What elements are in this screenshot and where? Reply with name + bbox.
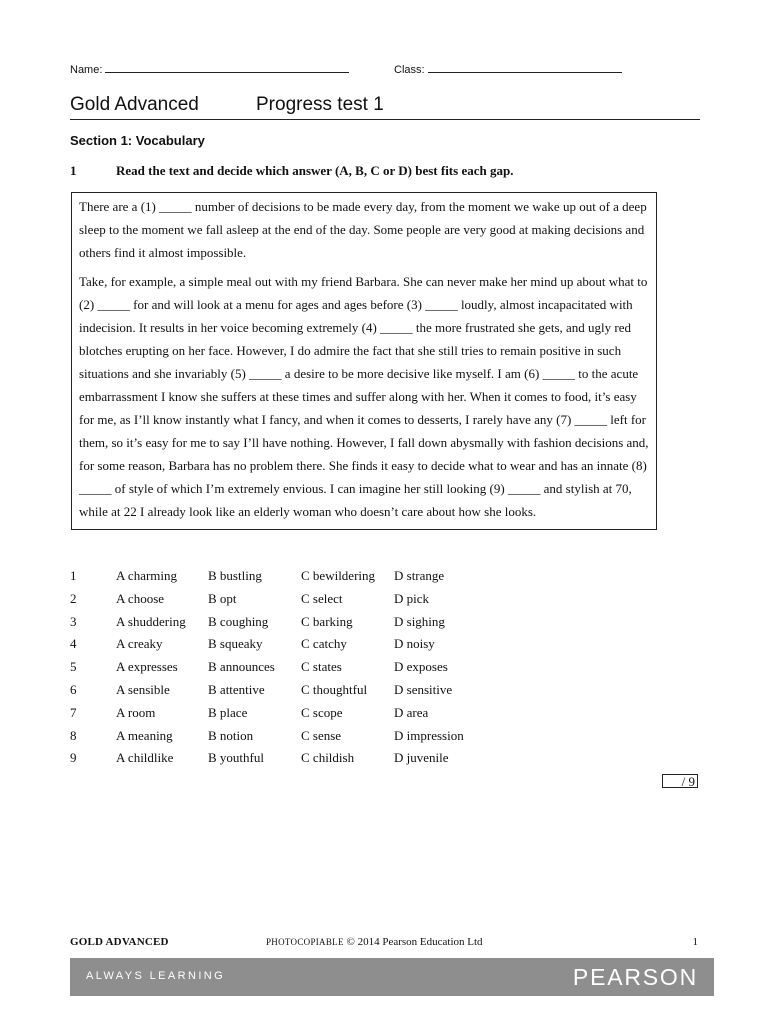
option-a: A room [116,704,156,720]
option-b: B notion [208,727,254,743]
option-d: D juvenile [394,750,449,766]
section-heading: Section 1: Vocabulary [70,133,205,148]
name-label: Name: [70,64,103,76]
option-number: 6 [70,681,77,697]
option-number: 2 [70,590,77,606]
option-c: C sense [301,727,342,743]
option-c: C thoughtful [301,681,368,697]
student-info-fields [70,63,700,77]
option-a: A expresses [116,659,178,675]
option-a: A sensible [116,681,170,697]
option-d: D noisy [394,636,435,652]
page-footer [70,936,700,952]
score-box: / 9 [662,774,698,788]
banner-tagline: ALWAYS LEARNING [86,970,226,982]
option-c: C catchy [301,636,347,652]
option-c: C childish [301,750,355,766]
option-c: C bewildering [301,568,376,583]
option-b: B opt [208,590,237,606]
class-line [428,63,622,73]
option-d: D sensitive [394,681,453,697]
option-b: B squeaky [208,636,263,652]
option-number: 9 [70,750,77,766]
option-c: C scope [301,704,343,720]
option-c: C barking [301,613,353,629]
option-number: 5 [70,659,77,675]
option-b: B announces [208,659,275,675]
option-number: 4 [70,636,77,652]
publisher-banner [70,958,714,996]
option-a: A shuddering [116,613,186,629]
footer-course-name: GOLD ADVANCED [70,936,169,948]
page-number: 1 [692,936,698,948]
option-a: A meaning [116,727,173,743]
test-title: Progress test 1 [256,94,384,115]
option-b: B place [208,704,248,720]
option-d: D pick [394,590,430,606]
question-number: 1 [70,163,77,178]
option-c: C states [301,659,342,675]
name-field[interactable] [70,63,349,76]
page-title [70,93,700,120]
option-number: 8 [70,727,77,743]
name-line [105,63,349,73]
instruction-text: Read the text and decide which answer (A, B, C or D) best fits each gap. [116,163,514,178]
option-a: A childlike [116,750,174,766]
option-d: D exposes [394,659,448,675]
class-field[interactable] [394,63,622,76]
option-number: 3 [70,613,77,629]
publisher-logo: PEARSON [572,964,698,990]
option-number: 1 [70,568,77,583]
copyright-text: © 2014 Pearson Education Ltd [343,936,483,948]
option-b: B coughing [208,613,269,629]
option-b: B youthful [208,750,264,766]
photocopiable-label: PHOTOCOPIABLE [266,937,344,947]
option-a: A charming [116,568,178,583]
passage-paragraph: Take, for example, a simple meal out with my friend Barbara. She can never make her mind up about what to (2) _____ for and will look at a menu for ages and ages before (3) _____ loudly, almost incapacitated with indecision. It results in her voice becoming extremely (4) _____ the more frustrated she gets, and ugly red blotches erupting on her face. However, I do admire the fact that she still tries to remain positive in such situations and she invariably (5) _____ a desire to be more decisive like myself. I am (6) _____ to the acute embarrassment I know she suffers at these times and suffer along with her. When it comes to food, it’s easy for me, as I’ll know instantly what I fancy, and when it comes to desserts, I rarely have any (7) _____ left for them, so it’s easy for me to say I’ll have nothing. However, I fall down abysmally with fashion decisions and, for some reason, Barbara has no problem there. She finds it easy to decide what to wear and has an innate (8) _____ of style of which I’m extremely envious. I can imagine her still looking (9) _____ and stylish at 70, while at 22 I already look like an elderly woman who doesn’t care about how she looks. [79,274,649,519]
option-a: A choose [116,590,165,606]
option-d: D impression [394,727,464,743]
option-d: D area [394,704,429,720]
option-b: B attentive [208,681,265,697]
option-d: D sighing [394,613,445,629]
option-c: C select [301,590,343,606]
passage-paragraph: There are a (1) _____ number of decisions to be made every day, from the moment we wake up out of a deep sleep to the moment we fall asleep at the end of the day. Some people are very good at making decisions and others find it almost impossible. [79,199,647,260]
option-d: D strange [394,568,445,583]
option-b: B bustling [208,568,262,583]
course-title: Gold Advanced [70,94,199,115]
reading-passage [71,192,657,530]
footer-copyright [266,936,483,948]
option-a: A creaky [116,636,163,652]
option-number: 7 [70,704,77,720]
class-label: Class: [394,64,425,76]
